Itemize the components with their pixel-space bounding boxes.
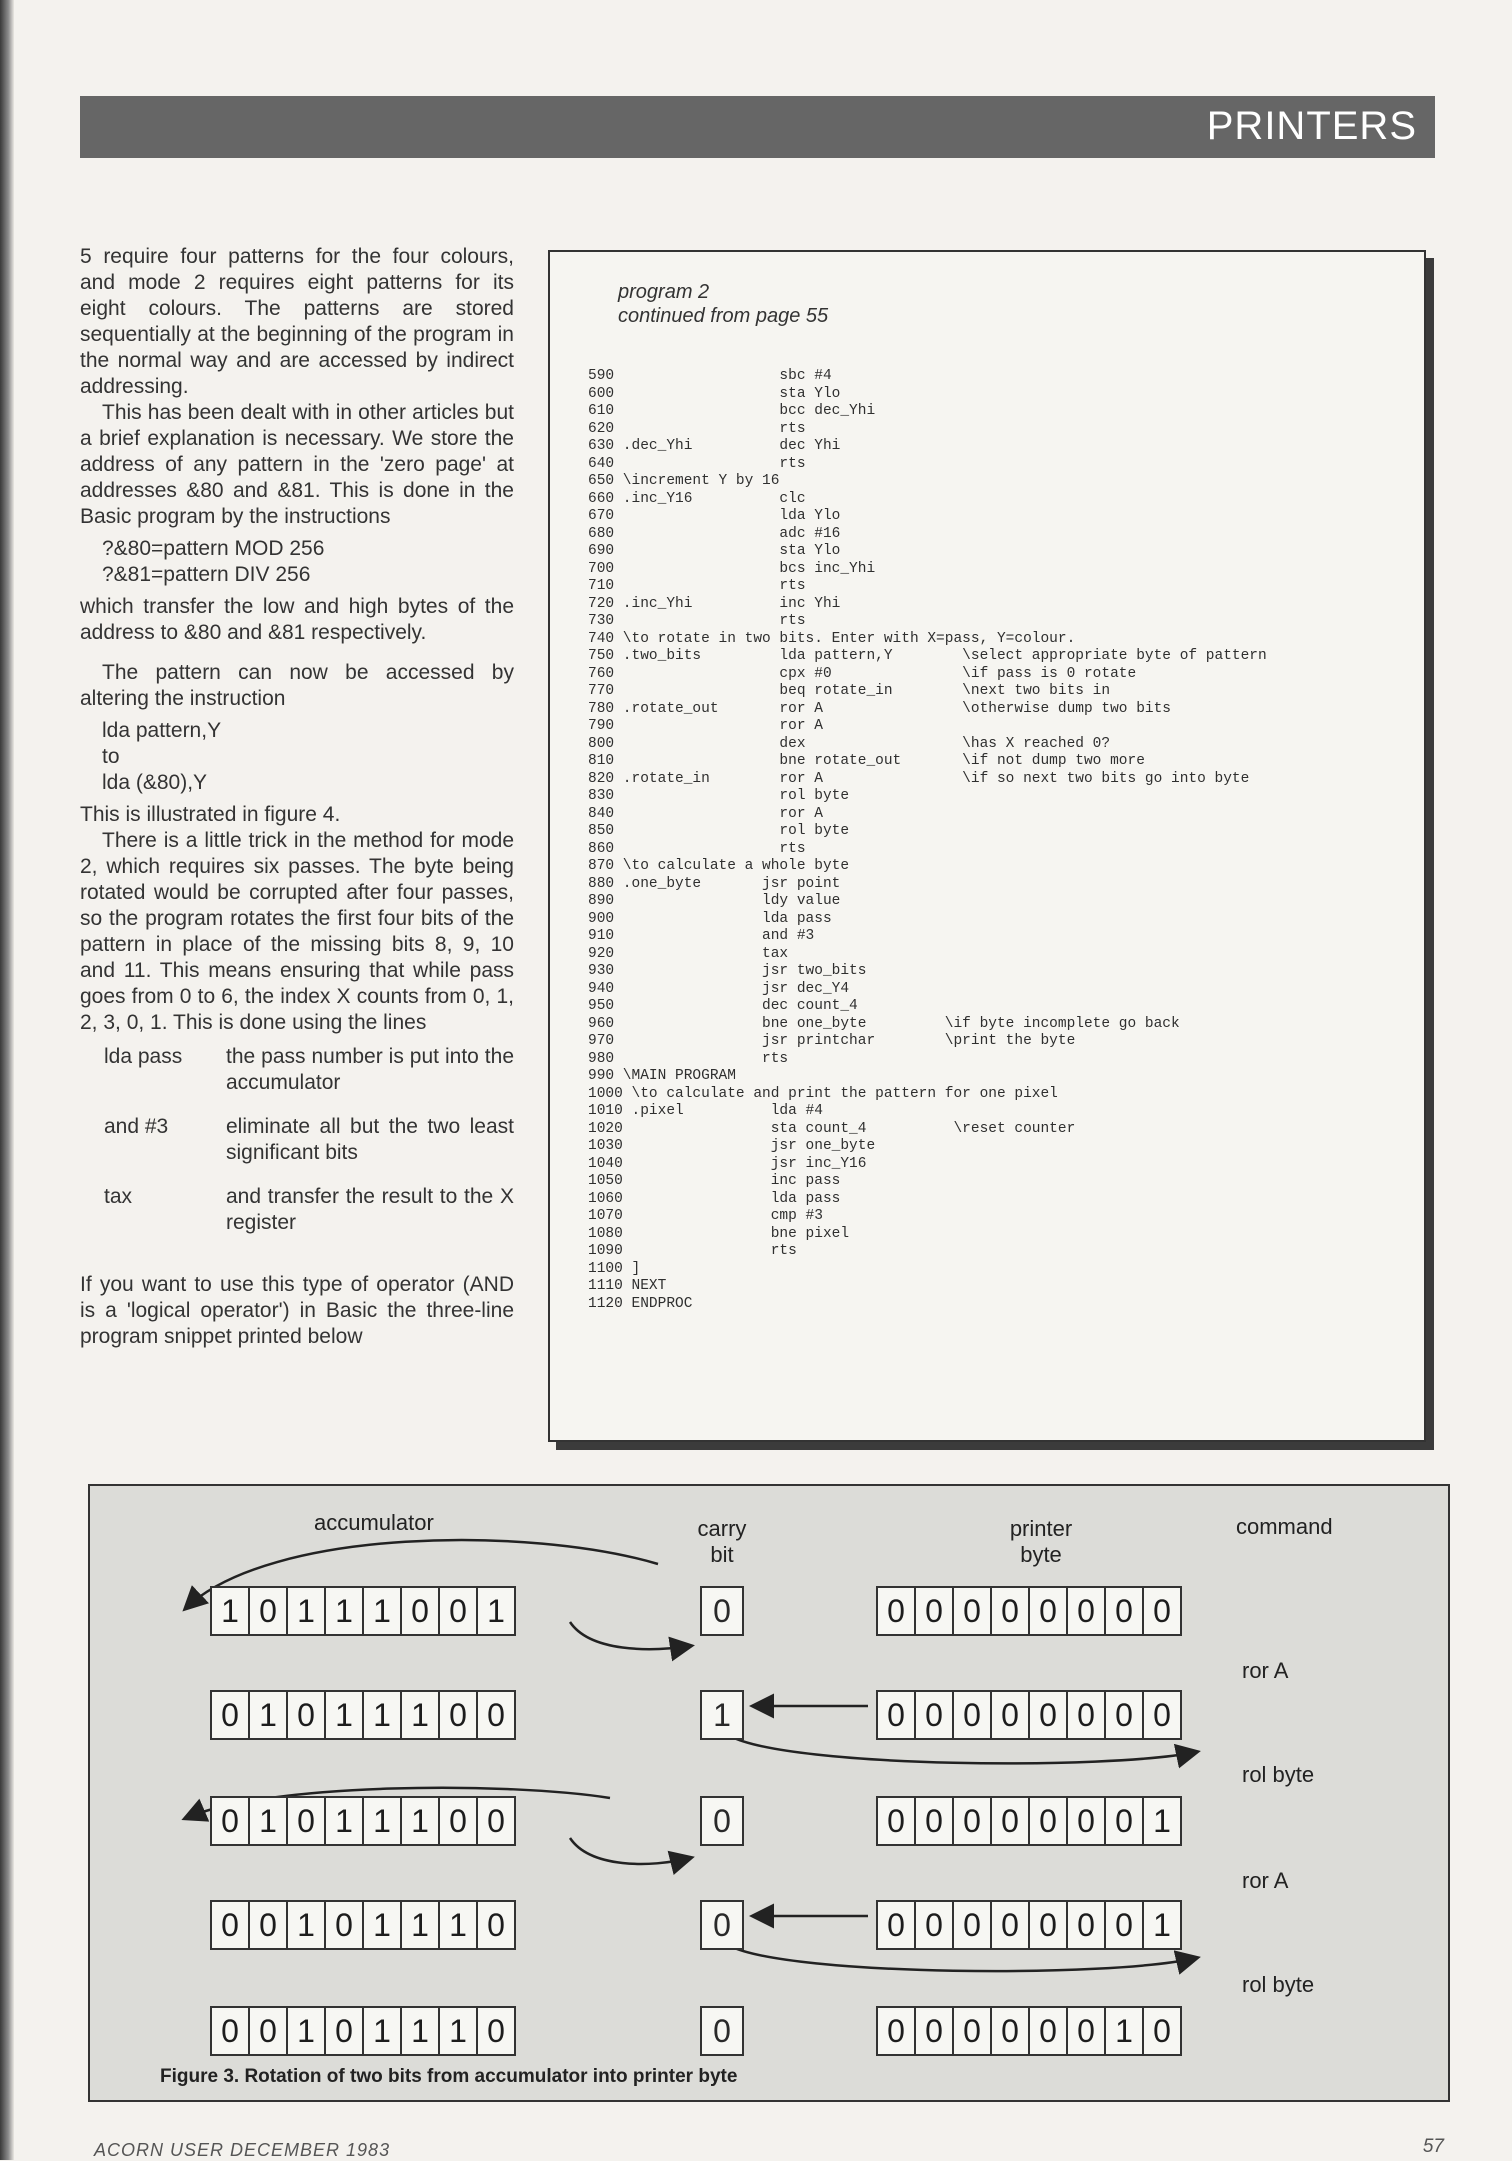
program-title (618, 280, 828, 328)
program-continued-note: continued from page 55 (618, 305, 829, 327)
paragraph: The pattern can now be accessed by altering the instruction (80, 661, 514, 710)
accumulator-bit: 0 (212, 1798, 250, 1844)
code-line: 640 rts (588, 455, 806, 472)
printer-bit: 0 (954, 2008, 992, 2054)
code-line: 950 dec count_4 (588, 998, 858, 1014)
printer-byte-register (876, 1796, 1182, 1846)
printer-bit: 0 (1068, 1902, 1106, 1948)
accumulator-bit: 0 (487, 2013, 505, 2049)
section-title: PRINTERS (1206, 104, 1417, 148)
printer-bit: 0 (1106, 1692, 1144, 1738)
code-line: 760 cpx #0 \if pass is 0 rotate (588, 665, 1137, 682)
article-column (80, 244, 514, 1350)
code-listing (588, 368, 1267, 1313)
printer-bit: 0 (1106, 1798, 1144, 1844)
command-text: ror A (1242, 1658, 1289, 1683)
ror-arrow (570, 1622, 690, 1649)
accumulator-bit: 0 (440, 1692, 478, 1738)
code-line: 720 .inc_Yhi inc Yhi (588, 595, 841, 612)
printer-byte-register (876, 1900, 1182, 1950)
code-line: 610 bcc dec_Yhi (588, 403, 876, 419)
accumulator-register (210, 2006, 516, 2056)
figure-3 (88, 1484, 1450, 2102)
code-line: 810 bne rotate_out \if not dump two more (588, 753, 1145, 769)
instruction-row (80, 1044, 514, 1096)
code-line: 1010 .pixel lda #4 (588, 1103, 823, 1119)
accumulator-register (210, 1586, 516, 1636)
section-header-bar (80, 96, 1435, 158)
printer-bit: 0 (954, 1902, 992, 1948)
code-line: lda pattern,Y (102, 719, 222, 742)
printer-bit: 0 (1106, 1588, 1144, 1634)
printer-bit: 0 (916, 1798, 954, 1844)
code-line: lda (&80),Y (102, 771, 208, 794)
accumulator-bit: 1 (326, 1588, 364, 1634)
code-line: 1050 inc pass (588, 1173, 841, 1189)
paragraph: There is a little trick in the method for mode 2, which requires six passes. The byte being rotated would be corrupted after four passes, so the program rotates the first four bits of the pattern in place of the missing bits 8, 9, 10 and 11. This means ensuring that while pass goes from 0 to 6, the index X counts from 0, 1, 2, 3, 0, 1. This is done using the lines (80, 829, 514, 1034)
code-line: 990 \MAIN PROGRAM (588, 1068, 736, 1084)
code-line: 1070 cmp #3 (588, 1208, 823, 1224)
accumulator-label: accumulator (314, 1510, 434, 1535)
code-line: 620 rts (588, 420, 806, 437)
printer-bit: 0 (992, 1692, 1030, 1738)
printer-bit: 0 (1153, 1697, 1171, 1733)
asm-code-sample (80, 718, 514, 796)
code-line: ?&80=pattern MOD 256 (102, 537, 325, 560)
printer-bit: 0 (954, 1588, 992, 1634)
accumulator-bit: 1 (288, 2008, 326, 2054)
accumulator-bit: 1 (364, 2008, 402, 2054)
code-line: 670 lda Ylo (588, 508, 841, 524)
printer-bit: 0 (1030, 1798, 1068, 1844)
accumulator-bit: 1 (402, 1798, 440, 1844)
code-line: 1000 \to calculate and print the pattern for one pixel (588, 1085, 1058, 1102)
printer-bit: 0 (1106, 1902, 1144, 1948)
code-line: to (102, 745, 120, 768)
printer-bit: 0 (878, 2008, 916, 2054)
printer-bit: 0 (916, 1902, 954, 1948)
paragraph: If you want to use this type of operator (AND is a 'logical operator') in Basic the three-line program snippet printed below (80, 1273, 514, 1348)
printer-bit: 1 (1153, 1907, 1171, 1943)
code-line: 730 rts (588, 613, 806, 629)
paragraph: This has been dealt with in other articles but a brief explanation is necessary. We store the address of any pattern in the 'zero page' at addresses &80 and &81. This is done in the Basic program by the instructions (80, 401, 514, 528)
printer-bit: 0 (878, 1902, 916, 1948)
printer-bit: 0 (878, 1692, 916, 1738)
accumulator-bit: 0 (288, 1798, 326, 1844)
code-line: 770 beq rotate_in \next two bits in (588, 683, 1111, 699)
code-line: 1060 lda pass (588, 1190, 841, 1207)
code-line: 1040 jsr inc_Y16 (588, 1155, 867, 1172)
code-line: 590 sbc #4 (588, 368, 832, 384)
code-line: 700 bcs inc_Yhi (588, 560, 876, 577)
printer-bit: 0 (916, 1692, 954, 1738)
printer-bit: 0 (1068, 1798, 1106, 1844)
printer-byte-register (876, 1586, 1182, 1636)
carry-bit-box: 1 (700, 1690, 744, 1740)
accumulator-bit: 0 (250, 1588, 288, 1634)
accumulator-bit: 1 (402, 2008, 440, 2054)
page-number: 57 (1422, 2136, 1444, 2157)
ror-arrow (570, 1838, 690, 1864)
code-line: 840 ror A (588, 805, 823, 822)
printer-bit: 0 (916, 1588, 954, 1634)
printer-bit: 0 (1153, 1593, 1171, 1629)
code-line: 1110 NEXT (588, 1278, 667, 1294)
accumulator-bit: 0 (487, 1697, 505, 1733)
accumulator-bit: 1 (364, 1798, 402, 1844)
accumulator-register (210, 1796, 516, 1846)
accumulator-bit: 0 (288, 1692, 326, 1738)
accumulator-bit: 1 (326, 1692, 364, 1738)
accumulator-bit: 0 (212, 1902, 250, 1948)
program-name: program 2 (618, 281, 710, 303)
printer-bit: 0 (878, 1798, 916, 1844)
accumulator-bit: 1 (440, 1902, 478, 1948)
printer-bit: 0 (1030, 2008, 1068, 2054)
instruction-cmd: lda pass (104, 1045, 183, 1068)
accumulator-bit: 1 (288, 1588, 326, 1634)
code-line: ?&81=pattern DIV 256 (102, 563, 311, 586)
code-line: 870 \to calculate a whole byte (588, 858, 850, 874)
accumulator-bit: 0 (250, 1902, 288, 1948)
instruction-list (80, 1044, 514, 1236)
accumulator-bit: 0 (326, 1902, 364, 1948)
code-line: 900 lda pass (588, 910, 832, 927)
code-line: 650 \increment Y by 16 (588, 473, 780, 489)
accumulator-bit: 0 (402, 1588, 440, 1634)
instruction-row (80, 1114, 514, 1166)
command-text: ror A (1242, 1868, 1289, 1893)
accumulator-bit: 1 (364, 1588, 402, 1634)
code-line: 960 bne one_byte \if byte incomplete go back (588, 1015, 1180, 1032)
carry-bit-box: 0 (700, 1900, 744, 1950)
code-line: 850 rol byte (588, 823, 850, 839)
paragraph: This is illustrated in figure 4. (80, 803, 341, 826)
printer-bit: 0 (1068, 1692, 1106, 1738)
program-listing-box (548, 250, 1426, 1442)
accumulator-bit: 1 (402, 1692, 440, 1738)
accumulator-bit: 0 (326, 2008, 364, 2054)
carry-bit-box: 0 (700, 1586, 744, 1636)
accumulator-bit: 1 (440, 2008, 478, 2054)
carry-bit-box: 0 (700, 1796, 744, 1846)
accumulator-bit: 1 (250, 1692, 288, 1738)
accumulator-bit: 0 (487, 1803, 505, 1839)
printer-byte-register (876, 1690, 1182, 1740)
accumulator-bit: 1 (402, 1902, 440, 1948)
accumulator-bit: 0 (487, 1907, 505, 1943)
code-line: 910 and #3 (588, 928, 815, 944)
printer-bit: 0 (1030, 1902, 1068, 1948)
instruction-cmd: tax (104, 1185, 133, 1208)
instruction-desc: eliminate all but the two least significant bits (226, 1115, 514, 1164)
printer-bit: 0 (1030, 1588, 1068, 1634)
code-line: 740 \to rotate in two bits. Enter with X=pass, Y=colour. (588, 630, 1076, 647)
rol-arrow (730, 1736, 1196, 1763)
basic-code-sample (80, 536, 514, 588)
printer-bit: 0 (1153, 2013, 1171, 2049)
accumulator-bit: 1 (364, 1902, 402, 1948)
code-line: 820 .rotate_in ror A \if so next two bits go into byte (588, 770, 1250, 787)
printer-bit: 0 (1068, 2008, 1106, 2054)
code-line: 1020 sta count_4 \reset counter (588, 1120, 1076, 1137)
page-spine (0, 0, 14, 2160)
accumulator-register (210, 1690, 516, 1740)
printer-bit: 0 (992, 1798, 1030, 1844)
code-line: 1120 ENDPROC (588, 1295, 693, 1312)
figure-caption: Figure 3. Rotation of two bits from accumulator into printer byte (160, 2066, 738, 2087)
accumulator-bit: 0 (440, 1588, 478, 1634)
printer-bit: 0 (992, 1902, 1030, 1948)
command-label: command (1236, 1514, 1333, 1539)
printer-bit: 0 (954, 1798, 992, 1844)
instruction-desc: and transfer the result to the X register (226, 1185, 514, 1234)
accumulator-bit: 0 (212, 1692, 250, 1738)
accumulator-bit: 1 (250, 1798, 288, 1844)
code-line: 710 rts (588, 578, 806, 594)
code-line: 630 .dec_Yhi dec Yhi (588, 438, 841, 454)
command-text: rol byte (1242, 1762, 1315, 1787)
accumulator-bit: 1 (487, 1593, 505, 1629)
printer-bit: 1 (1153, 1803, 1171, 1839)
code-line: 1030 jsr one_byte (588, 1138, 876, 1154)
magazine-footer: ACORN USER DECEMBER 1983 (94, 2140, 391, 2160)
code-line: 920 tax (588, 945, 789, 962)
code-line: 860 rts (588, 840, 806, 857)
code-line: 800 dex \has X reached 0? (588, 735, 1111, 752)
printer-bit: 1 (1106, 2008, 1144, 2054)
code-line: 660 .inc_Y16 clc (588, 490, 806, 507)
code-line: 930 jsr two_bits (588, 963, 867, 979)
code-line: 600 sta Ylo (588, 385, 841, 402)
accumulator-bit: 0 (250, 2008, 288, 2054)
accumulator-bit: 1 (364, 1692, 402, 1738)
code-line: 1090 rts (588, 1243, 797, 1259)
carry-bit-box: 0 (700, 2006, 744, 2056)
code-line: 680 adc #16 (588, 525, 841, 542)
code-line: 750 .two_bits lda pattern,Y \select appropriate byte of pattern (588, 648, 1267, 664)
printer-bit: 0 (954, 1692, 992, 1738)
printer-bit: 0 (992, 2008, 1030, 2054)
printer-bit: 0 (878, 1588, 916, 1634)
instruction-desc: the pass number is put into the accumulator (226, 1045, 514, 1094)
printer-bit: 0 (1068, 1588, 1106, 1634)
code-line: 790 ror A (588, 718, 823, 734)
printer-byte-register (876, 2006, 1182, 2056)
code-line: 890 ldy value (588, 893, 841, 909)
accumulator-bit: 1 (288, 1902, 326, 1948)
instruction-row (80, 1184, 514, 1236)
accumulator-bit: 0 (440, 1798, 478, 1844)
printer-bit: 0 (916, 2008, 954, 2054)
code-line: 830 rol byte (588, 788, 850, 804)
accumulator-bit: 1 (212, 1588, 250, 1634)
code-line: 690 sta Ylo (588, 543, 841, 559)
carry-bit-label: carry bit (697, 1516, 747, 1567)
code-line: 970 jsr printchar \print the byte (588, 1033, 1076, 1049)
paragraph: 5 require four patterns for the four colours, and mode 2 requires eight patterns for its eight colours. The patterns are stored sequentially at the beginning of the program in the normal way and are accessed by indirect addressing. (80, 245, 514, 398)
accumulator-register (210, 1900, 516, 1950)
code-line: 1100 ] (588, 1260, 641, 1277)
code-line: 980 rts (588, 1050, 789, 1067)
code-line: 1080 bne pixel (588, 1225, 850, 1242)
code-line: 940 jsr dec_Y4 (588, 980, 850, 997)
printer-bit: 0 (992, 1588, 1030, 1634)
paragraph: which transfer the low and high bytes of the address to &80 and &81 respectively. (80, 595, 514, 644)
code-line: 880 .one_byte jsr point (588, 875, 841, 892)
printer-bit: 0 (1030, 1692, 1068, 1738)
accumulator-bit: 1 (326, 1798, 364, 1844)
instruction-cmd: and #3 (104, 1115, 169, 1138)
accumulator-bit: 0 (212, 2008, 250, 2054)
command-text: rol byte (1242, 1972, 1315, 1997)
printer-byte-label: printer byte (1009, 1516, 1073, 1567)
code-line: 780 .rotate_out ror A \otherwise dump two bits (588, 700, 1171, 717)
